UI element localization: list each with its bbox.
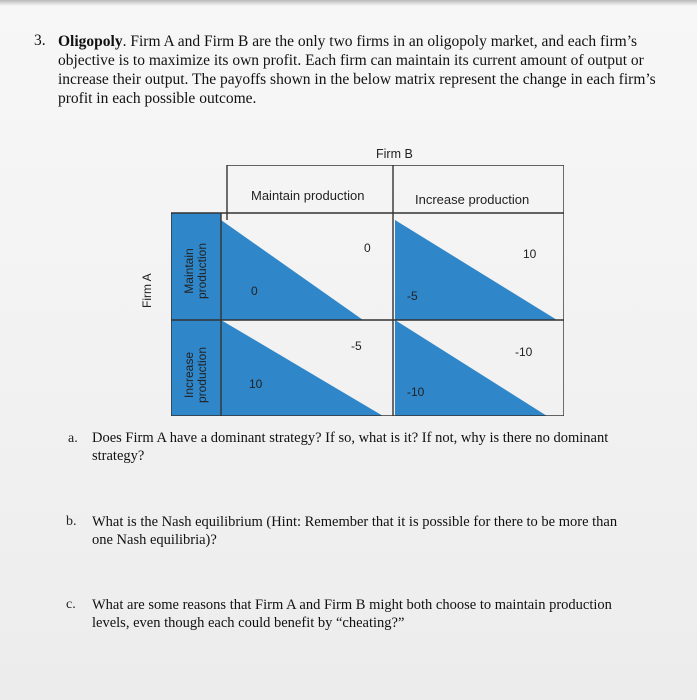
payoff-im-firm-b: -5: [351, 339, 362, 353]
part-a-label: a.: [68, 431, 78, 446]
firm-b-label: Firm B: [376, 147, 413, 161]
payoff-mi-firm-a: -5: [407, 289, 418, 303]
payoff-im-firm-a: 10: [249, 377, 263, 391]
cell-mi-triangle: [395, 220, 557, 320]
payoff-mm-firm-b: 0: [364, 241, 371, 255]
question-line-3: increase their output. The payoffs shown in the below matrix represent the change in each firm’s: [58, 71, 656, 88]
question-line-4: profit in each possible outcome.: [58, 90, 257, 107]
question-body: [58, 32, 688, 108]
part-c-text: What are some reasons that Firm A and Firm B might both choose to maintain production levels, even though each could benefit by “cheating?”: [92, 597, 612, 631]
row-header-increase: Increase production: [182, 346, 209, 404]
firm-a-label: Firm A: [140, 273, 154, 308]
question-title: Oligopoly: [58, 33, 123, 50]
payoff-mm-firm-a: 0: [251, 284, 258, 298]
col-header-increase: Increase production: [415, 192, 530, 207]
col-header-maintain: Maintain production: [251, 188, 365, 203]
question-line-1: Oligopoly. Firm A and Firm B are the only two firms in an oligopoly market, and each firm’s: [58, 33, 638, 50]
part-c-label: c.: [66, 597, 76, 612]
cell-im-triangle: [221, 320, 383, 416]
page-shadow: [0, 0, 697, 6]
payoff-ii-firm-b: -10: [515, 345, 533, 359]
payoff-mi-firm-b: 10: [523, 247, 537, 261]
part-b-label: b.: [66, 514, 77, 529]
question-number: 3.: [34, 32, 46, 49]
cell-ii-triangle: [395, 320, 547, 416]
payoff-matrix: [171, 165, 564, 416]
payoff-ii-firm-a: -10: [407, 385, 425, 399]
row-header-maintain: Maintain production: [182, 242, 209, 300]
question-line-2: objective is to maximize its own profit. Each firm can maintain its current amount of output or: [58, 52, 644, 69]
part-b-text: What is the Nash equilibrium (Hint: Remember that it is possible for there to be more than one Nash equilibria)?: [92, 514, 618, 548]
cell-mm-triangle: [221, 220, 363, 320]
part-a-text: Does Firm A have a dominant strategy? If so, what is it? If not, why is there no dominant strategy?: [92, 430, 609, 464]
